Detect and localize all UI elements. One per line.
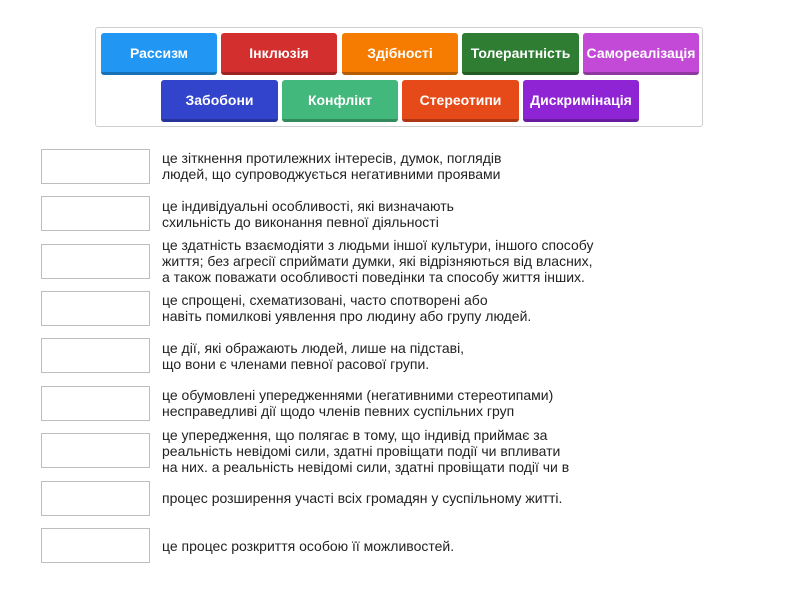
definition-1: це зіткнення протилежних інтересів, думок, поглядів людей, що супроводжується негативними проявами bbox=[162, 150, 502, 182]
definition-4: це спрощені, схематизовані, часто спотворені або навіть помилкові уявлення про людину або групу людей. bbox=[162, 292, 532, 324]
word-bank bbox=[95, 27, 703, 127]
definition-5: це дії, які ображають людей, лише на підставі, що вони є членами певної расової групи. bbox=[162, 340, 465, 372]
answer-slot-9[interactable] bbox=[41, 528, 150, 563]
answer-slot-2[interactable] bbox=[41, 196, 150, 231]
answer-slot-6[interactable] bbox=[41, 386, 150, 421]
answer-slot-5[interactable] bbox=[41, 338, 150, 373]
chip-stereotypy[interactable]: Стереотипи bbox=[402, 80, 519, 122]
definition-8: процес розширення участі всіх громадян у суспільному житті. bbox=[162, 490, 563, 506]
chip-samorealizatsiia[interactable]: Самореалізація bbox=[583, 33, 699, 75]
chip-zdibnosti[interactable]: Здібності bbox=[342, 33, 458, 75]
chip-zabobony[interactable]: Забобони bbox=[161, 80, 278, 122]
answer-slot-4[interactable] bbox=[41, 291, 150, 326]
chip-inkliuziia[interactable]: Інклюзія bbox=[221, 33, 337, 75]
chip-rasyzm[interactable]: Рассизм bbox=[101, 33, 217, 75]
definition-7: це упередження, що полягає в тому, що індивід приймає за реальність невідомі сили, здатні провіщати події чи впливати на них. а реальність невідомі сили, здатні провіщати події чи в bbox=[162, 427, 570, 475]
definition-6: це обумовлені упередженнями (негативними стереотипами) несправедливі дії щодо членів певних суспільних груп bbox=[162, 387, 554, 419]
definition-9: це процес розкриття особою її можливостей. bbox=[162, 538, 455, 554]
chip-tolerantnist[interactable]: Толерантність bbox=[462, 33, 579, 75]
chip-konflikt[interactable]: Конфлікт bbox=[282, 80, 398, 122]
answer-slot-8[interactable] bbox=[41, 481, 150, 516]
definition-3: це здатність взаємодіяти з людьми іншої культури, іншого способу життя; без агресії сприймати думки, які відрізняються від власних, а також поважати особливості поведінки та способу життя інших. bbox=[162, 237, 594, 285]
chip-dyskryminatsiia[interactable]: Дискримінація bbox=[523, 80, 639, 122]
definition-2: це індивідуальні особливості, які визначають схильність до виконання певної діяльності bbox=[162, 198, 454, 230]
answer-slot-1[interactable] bbox=[41, 149, 150, 184]
answer-slot-3[interactable] bbox=[41, 244, 150, 279]
answer-slot-7[interactable] bbox=[41, 433, 150, 468]
